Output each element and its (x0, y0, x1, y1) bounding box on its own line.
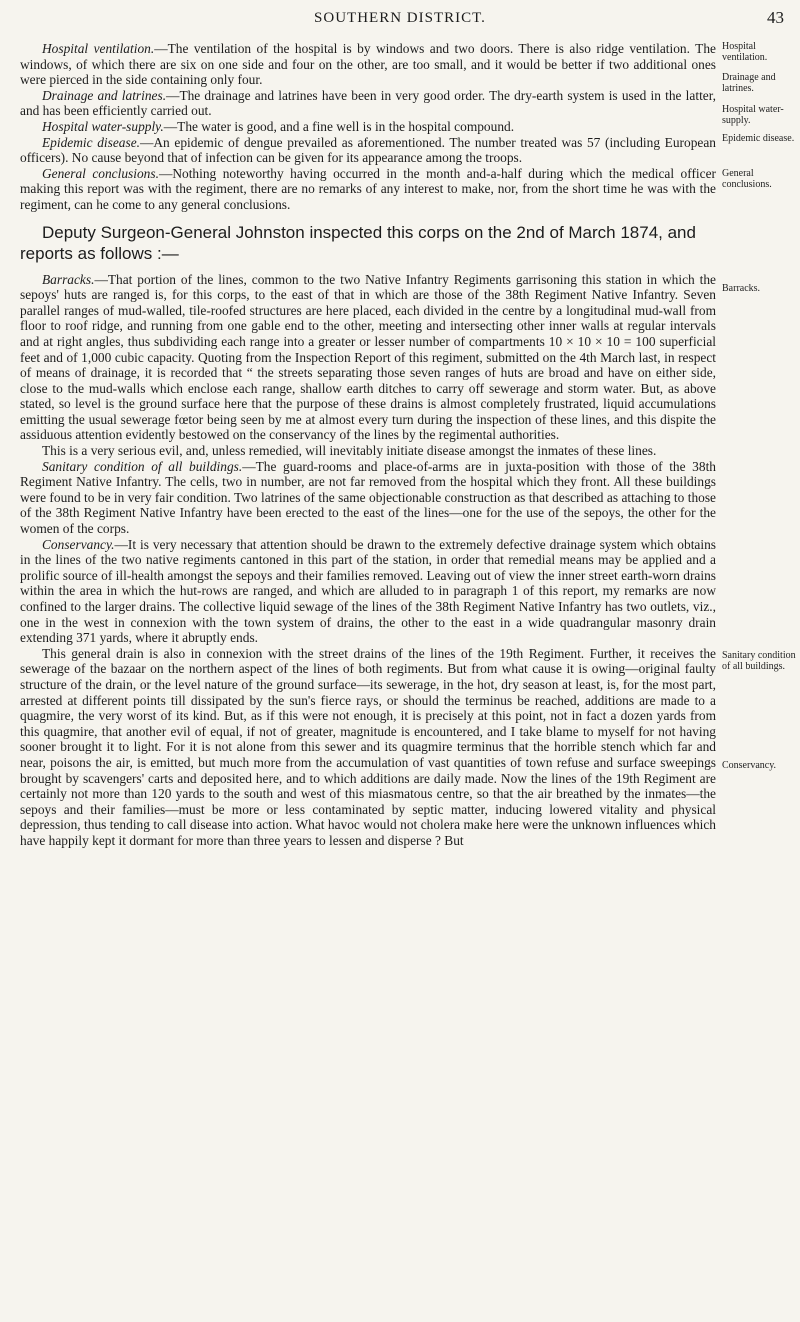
paragraph-title: Sanitary condition of all buildings. (42, 458, 243, 474)
paragraph-conclusions (20, 166, 716, 213)
paragraph-body: —The ventilation of the hospital is by windows and two doors. There is also ridge ventilation. The windows, of which there are six on one side and four on the other, are too small, and it would be better if two additional ones were pierced in the side containing only four. (20, 41, 716, 88)
paragraph-body: —The drainage and latrines have been in very good order. The dry-earth system is used in the latter, and has been efficiently carried out. (20, 87, 717, 119)
margin-note-general-conclusions: General conclusions. (722, 168, 772, 190)
paragraph-barracks (20, 272, 716, 444)
paragraph-water-supply (20, 119, 716, 135)
paragraph-title: General conclusions. (42, 165, 159, 181)
paragraph-title: Hospital water-supply. (42, 118, 164, 134)
paragraph-epidemic (20, 135, 716, 166)
paragraph-body: —An epidemic of dengue prevailed as aforementioned. The number treated was 57 (including European officers). No cause beyond that of infection can be given for its appearance among the troops. (20, 134, 716, 166)
paragraph-title: Hospital ventilation. (42, 41, 155, 56)
paragraph-title: Conservancy. (42, 536, 115, 552)
paragraph-conservancy (20, 537, 716, 646)
margin-note-drainage-latrines: Drainage and latrines. (722, 72, 776, 94)
deputy-heading: Deputy Surgeon-General Johnston inspected this corps on the 2nd of March 1874, and reports as follows :— (20, 222, 696, 263)
paragraph-body: —Nothing noteworthy having occurred in the month and-a-half during which the medical officer making this report was with the regiment, there are no remarks of any interest to make, nor, from the short time he was with the regiment, can he come to any general conclusions. (20, 165, 716, 212)
margin-note-hospital-water-supply: Hospital water-supply. (722, 104, 784, 126)
body-text (20, 41, 716, 849)
margin-note-barracks: Barracks. (722, 283, 761, 294)
page-number: 43 (767, 8, 784, 27)
paragraph-drainage (20, 88, 716, 119)
margin-note-epidemic-disease: Epidemic disease. (722, 133, 795, 144)
paragraph-general-drain: This general drain is also in connexion with the street drains of the lines of the 19th Regiment. Further, it receives the sewerage of the bazaar on the northern aspect of the lines of both regiments. But from what cause it is owing—original faulty structure of the drain, or the level nature of the ground surface—its sewerage, in the hot, dry season at least, is, for the most part, arrested at different points till dissipated by the sun's fierce rays, or should the terminus be reached, additions are made to a quagmire, the very worst of its kind. But, as if this were not enough, it is precisely at this point, not in fact a dozen yards from this quagmire, that another evil of equal, if not of greater, magnitude is encountered, and I take blame to myself for not having sooner brought it to light. For it is not alone from this sewer and its quagmire terminus that the horrible stench which far and near, poisons the air, is emitted, but much more from the accumulation of vast quantities of town refuse and surface sweepings brought by scavengers' carts and deposited here, and to which additions are daily made. Now the lines of the 19th Regiment are certainly not more than 120 yards to the south and west of this miasmatous centre, so that the air breathed by the inmates—the sepoys and their families—must be more or less contaminated by septic matter, inducing lowered vitality and physical depression, thus tending to call disease into action. What havoc would not cholera make here were the unknown influences which have happily kept it dormant for more than three years to lessen and disperse ? But (20, 645, 716, 848)
margin-note-hospital-ventilation: Hospital ventilation. (722, 41, 768, 63)
paragraph-body: —It is very necessary that attention should be drawn to the extremely defective drainage system which obtains in the lines of the two native regiments cantoned in this part of the station, in order that remedial means may be applied and a prolific source of ill-health amongst the sepoys and their families removed. Leaving out of view the inner street earth-worn drains within the area in which the hut-rows are ranged, and which are alluded to in paragraph 1 of this report, my remarks are now confined to the larger drains. The collective liquid sewage of the lines of the 38th Regiment Native Infantry has two outlets, viz., one in the west in connexion with the town system of drains, the other to the east in a wide quadrangular masonry drain extending 371 yards, where it abruptly ends. (20, 536, 716, 646)
paragraph-body: —The water is good, and a fine well is in the hospital compound. (163, 118, 515, 134)
paragraph-title: Barracks. (42, 271, 95, 287)
margin-note-sanitary-condition: Sanitary condition of all buildings. (722, 650, 796, 672)
running-head: SOUTHERN DISTRICT. (314, 10, 486, 26)
paragraph-body: —The guard-rooms and place-of-arms are in juxta-position with those of the 38th Regiment Native Infantry. The cells, two in number, are not far removed from the hospital which they front. All these buildings were found to be in very fair condition. Two latrines of the same objectionable construction as that described as attaching to those of the 38th Regiment Native Infantry have been erected to the east of the lines—one for the use of the sepoys, the other for the women of the corps. (20, 458, 716, 537)
paragraph-title: Drainage and latrines. (42, 87, 167, 103)
paragraph-hospital-ventilation (20, 41, 716, 88)
margin-note-conservancy: Conservancy. (722, 760, 777, 771)
paragraph-title: Epidemic disease. (42, 134, 140, 150)
page-header (0, 0, 800, 40)
paragraph-body: —That portion of the lines, common to the two Native Infantry Regiments garrisoning this station in which the sepoys' huts are ranged is, for this corps, to the east of that in which are those of the 38th Regiment Native Infantry. Seven parallel ranges of mud-walled, tile-roofed structures are here placed, each divided in the centre by a longitudinal mud-wall from floor to roof ridge, and running from one gable end to the other, meeting and intersecting other inner walls at regular intervals and at right angles, thus subdividing each range into a greater or lesser number of compartments 10 × 10 × 10 = 100 superficial feet and of 1,000 cubic capacity. Quoting from the Inspection Report of this regiment, submitted on the 4th March last, in respect of means of drainage, it is recorded that “ the streets separating those seven ranges of huts are broad and have on either side, close to the mud-walls which enclose each range, shallow earth ditches to carry off sewerage and storm water. But, as above stated, so level is the ground surface here that the purpose of these drains is almost completely frustrated, liquid accumulations emitting the usual sewerage fœtor being seen by me at almost every turn during the inspection of these lines, and this dispite the assiduous attention evidently bestowed on the conservancy of the lines by the regimental authorities. (20, 271, 716, 443)
paragraph-serious-evil: This is a very serious evil, and, unless remedied, will inevitably initiate disease amongst the inmates of these lines. (42, 443, 657, 459)
paragraph-sanitary-condition (20, 459, 716, 537)
